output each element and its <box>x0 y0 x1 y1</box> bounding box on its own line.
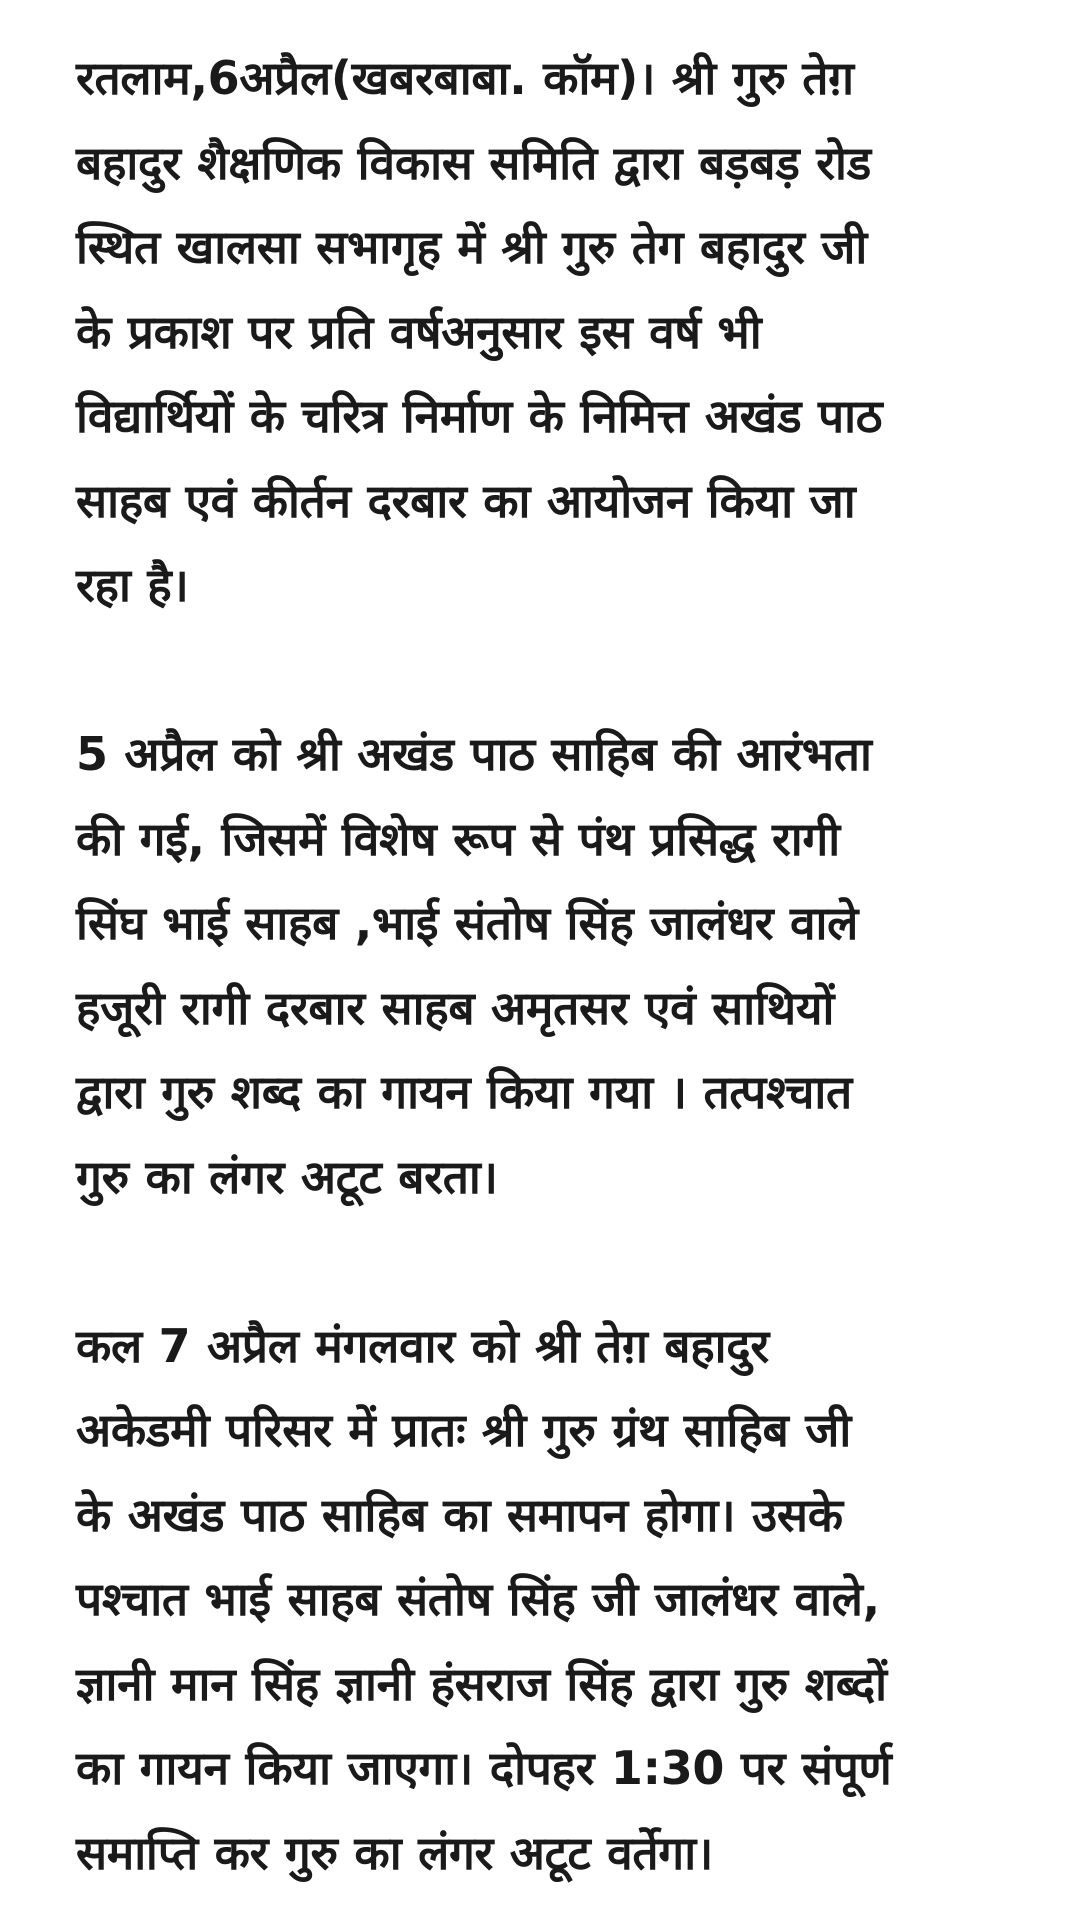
text-line: विद्यार्थियों के चरित्र निर्माण के निमित्त अखंड पाठ <box>76 389 883 443</box>
text-line: के अखंड पाठ साहिब का समापन होगा। उसके <box>76 1487 843 1542</box>
text-line: बहादुर शैक्षणिक विकास समिति द्वारा बड़बड़ रोड <box>76 135 871 190</box>
text-line: ज्ञानी मान सिंह ज्ञानी हंसराज सिंह द्वारा गुरु शब्दों <box>76 1656 887 1711</box>
paragraph-intro <box>76 36 1016 628</box>
text-line: पश्चात भाई साहब संतोष सिंह जी जालंधर वाले, <box>76 1572 880 1626</box>
text-line: रतलाम,6अप्रैल(खबरबाबा. कॉम)। श्री गुरु तेग़ <box>76 51 854 105</box>
text-line: 5 अप्रैल को श्री अखंड पाठ साहिब की आरंभता <box>76 727 872 781</box>
text-line: के प्रकाश पर प्रति वर्षअनुसार इस वर्ष भी <box>76 304 762 359</box>
text-line: सिंघ भाई साहब ,भाई संतोष सिंह जालंधर वाले <box>76 896 859 950</box>
paragraph-april-5 <box>76 712 1016 1219</box>
text-line: कल 7 अप्रैल मंगलवार को श्री तेग़ बहादुर <box>76 1318 769 1373</box>
text-line: द्वारा गुरु शब्द का गायन किया गया । तत्पश्चात <box>76 1065 852 1119</box>
text-line: का गायन किया जाएगा। दोपहर 1:30 पर संपूर्ण <box>76 1741 892 1795</box>
text-line: रहा है। <box>76 558 189 612</box>
text-line: की गई, जिसमें विशेष रूप से पंथ प्रसिद्ध रागी <box>76 811 840 866</box>
text-line: गुरु का लंगर अटूट बरता। <box>76 1149 498 1204</box>
paragraph-april-7 <box>76 1304 1016 1896</box>
text-line: समाप्ति कर गुरु का लंगर अटूट वर्तेगा। <box>76 1825 713 1880</box>
text-line: हजूरी रागी दरबार साहब अमृतसर एवं साथियों <box>76 980 835 1035</box>
text-line: साहब एवं कीर्तन दरबार का आयोजन किया जा <box>76 473 856 528</box>
text-line: स्थित खालसा सभागृह में श्री गुरु तेग बहादुर जी <box>76 220 868 274</box>
text-line: अकेडमी परिसर में प्रातः श्री गुरु ग्रंथ साहिब जी <box>76 1403 851 1457</box>
article-body <box>76 36 1016 1895</box>
